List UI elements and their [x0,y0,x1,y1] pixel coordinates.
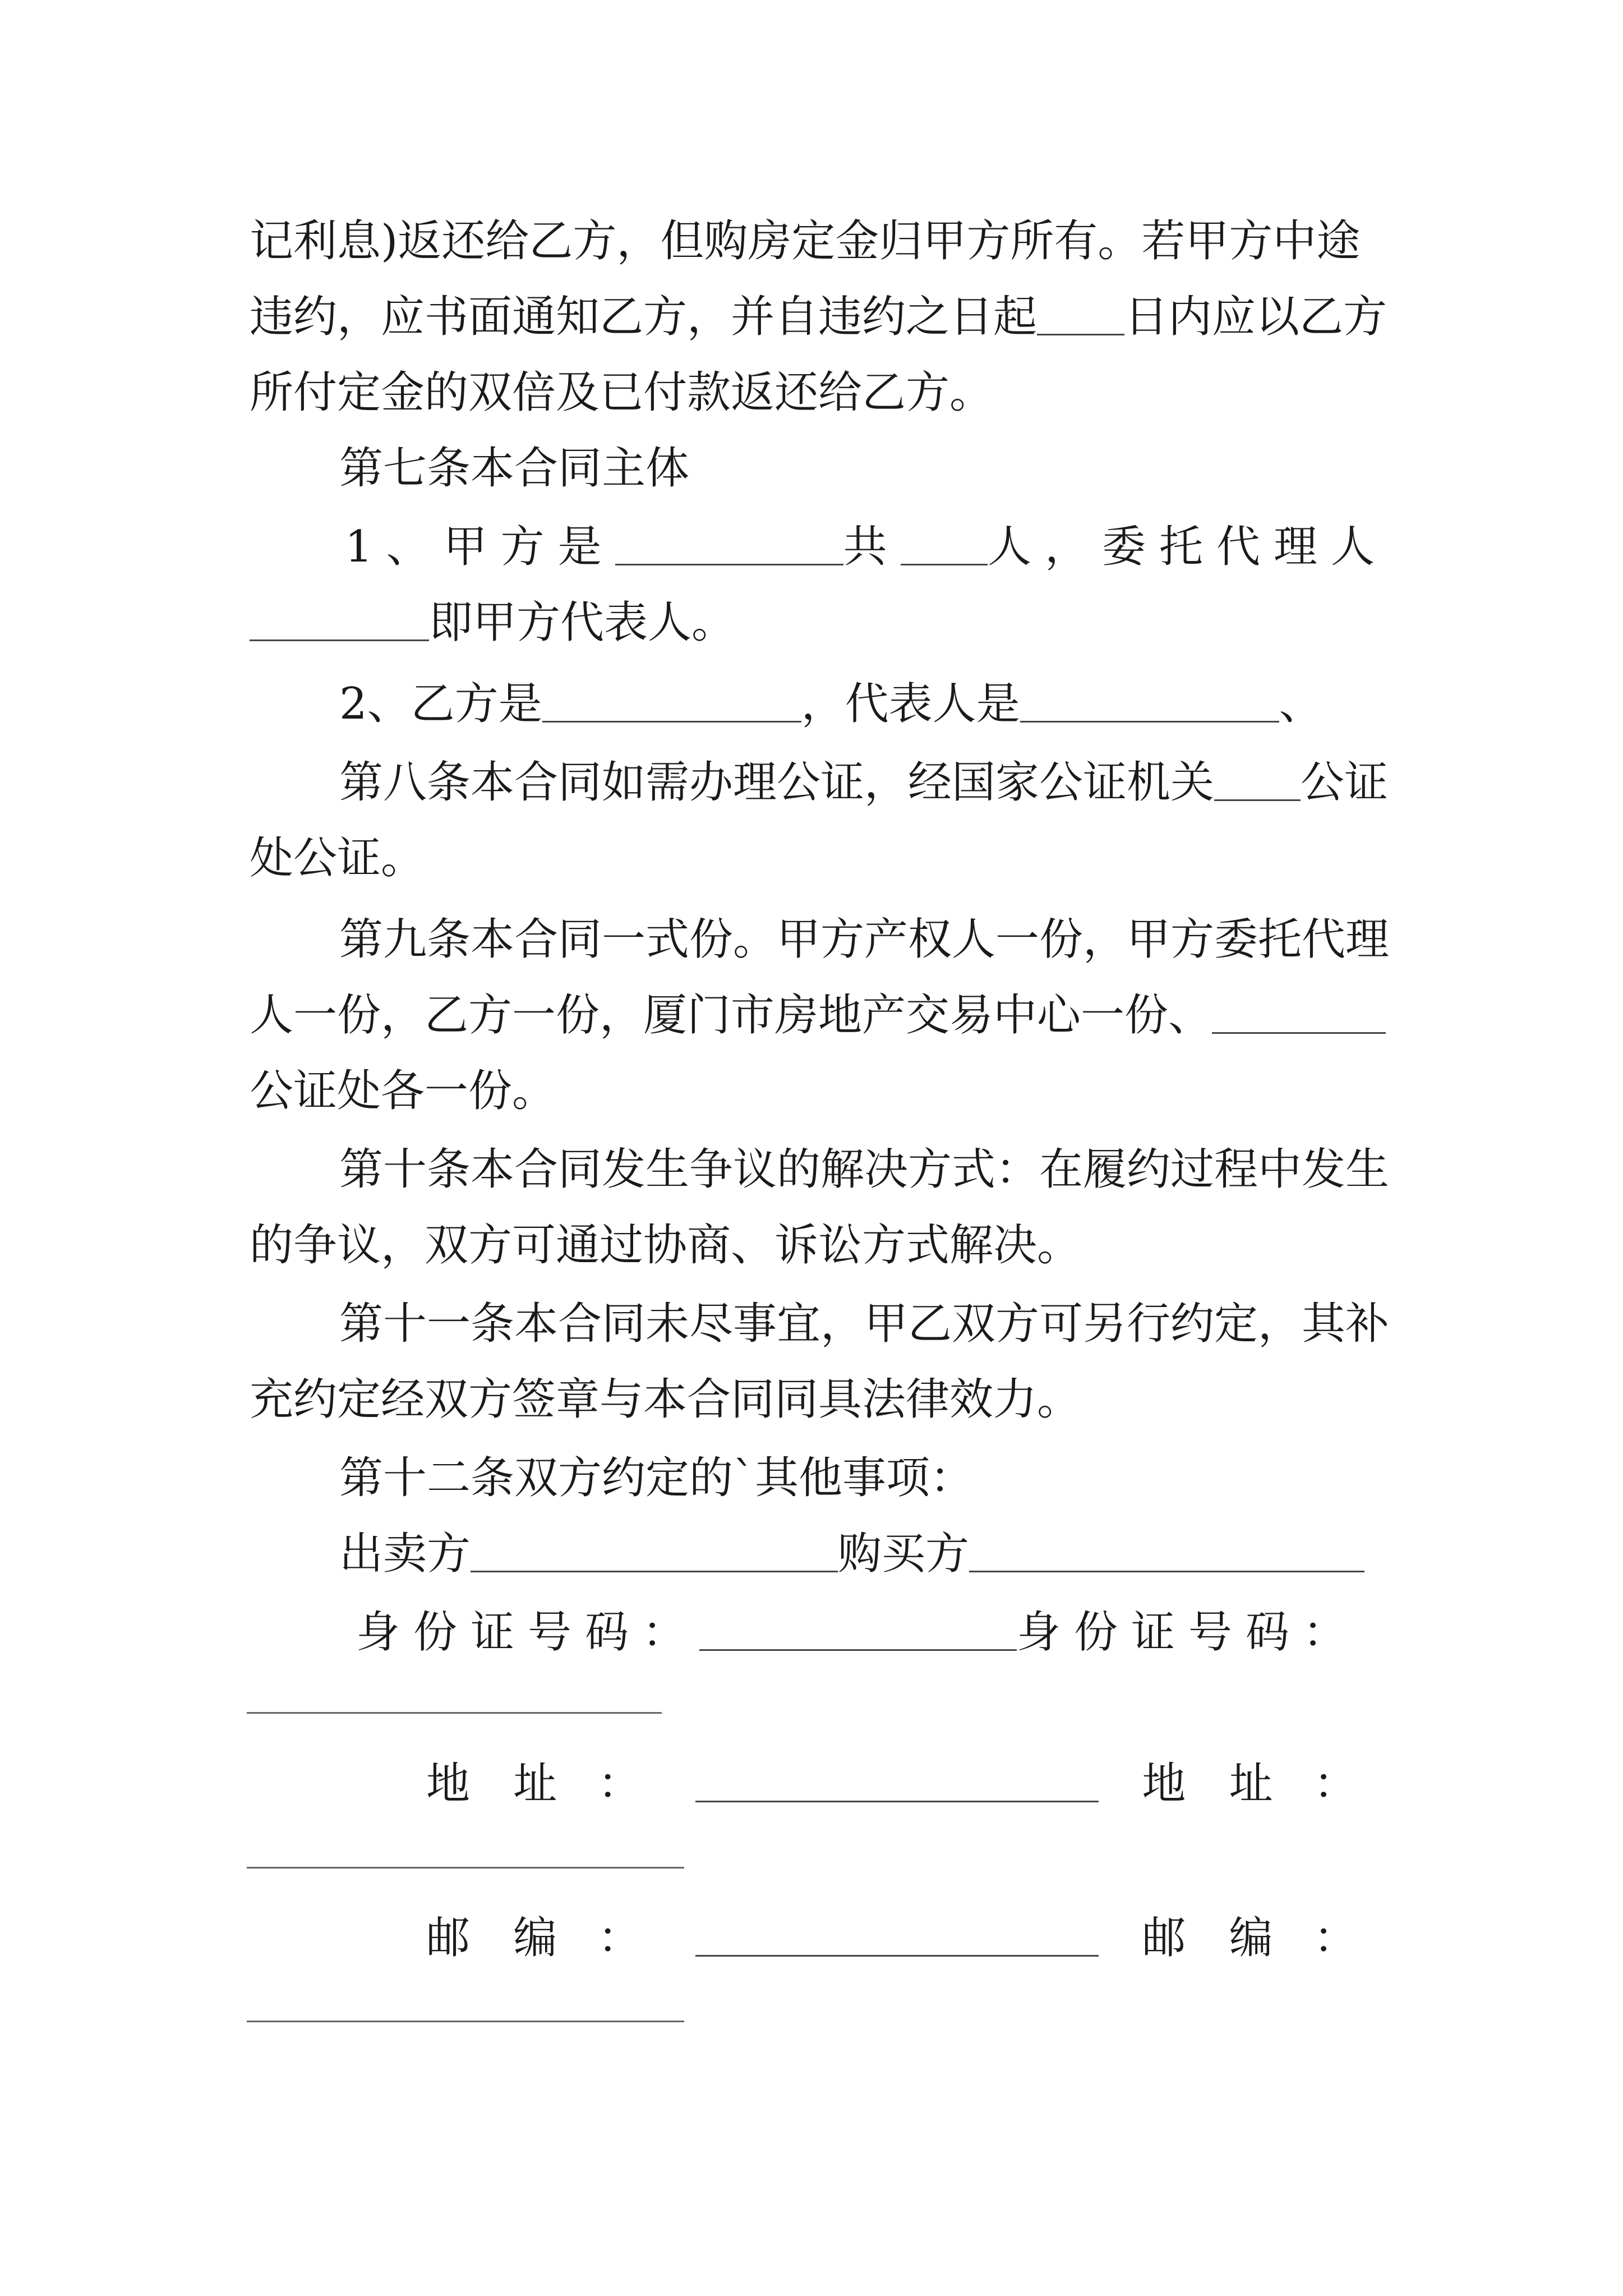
postcode-label: 编 [513,1913,557,1963]
item-text: 2、乙方是 [339,679,542,729]
article-text: 的争议，双方可通过协商、诉讼方式解决。 [250,1220,1081,1271]
item-text: 1、甲方是 [345,522,615,572]
postcode-label: 邮 [426,1913,471,1963]
text-line [250,1217,1388,1273]
buyer-id-field[interactable] [247,1712,662,1714]
seller-address-field[interactable] [695,1766,1099,1802]
article-11-line [339,1296,1388,1352]
blank-notary-office[interactable] [1212,997,1386,1034]
article-text: 公证处各一份。 [250,1066,556,1116]
seller-buyer-line [339,1526,1388,1582]
article-heading: 第七条本合同主体 [339,443,690,494]
buyer-label: 购买方 [838,1529,970,1579]
postcode-label: ： [1313,1913,1357,1963]
item-text: 人，委托代理人 [987,522,1388,572]
text-line [250,289,1388,345]
address-label: 地 [1142,1759,1186,1809]
seller-id-label: 身份证号码： [356,1607,700,1658]
paragraph-text: 记利息)返还给乙方，但购房定金归甲方所有。若甲方中途 [250,216,1361,266]
article-text: 第十一条本合同未尽事宜，甲乙双方可另行约定，其补 [339,1299,1390,1349]
article-7-item-2 [339,676,1388,732]
article-text: 第九条本合同一式份。甲方产权人一份，甲方委托代理 [339,914,1390,965]
paragraph-text: 日内应以乙方 [1124,292,1387,342]
text-line [250,987,1388,1043]
article-10-line [339,1142,1388,1198]
postcode-label: 邮 [1142,1913,1186,1963]
blank-days[interactable] [1037,299,1124,335]
article-12-title [339,1450,1388,1506]
item-text: ，代表人是 [801,679,1020,729]
article-text: 充约定经双方签章与本合同同具法律效力。 [250,1374,1081,1425]
article-text: 人一份，乙方一份，厦门市房地产交易中心一份、 [250,990,1212,1041]
text-line [250,1372,1388,1428]
item-text: 、 [1279,679,1323,729]
text-line [250,830,1388,886]
blank-party-b[interactable] [542,686,801,723]
text-line [250,365,1388,421]
postcode-line [426,1910,1357,1966]
buyer-address-field[interactable] [247,1867,684,1869]
address-label: ： [1313,1759,1357,1809]
article-7-title [339,440,1388,496]
paragraph-text: 违约，应书面通知乙方，并自违约之日起 [250,292,1038,342]
blank-agent[interactable] [250,605,429,641]
article-7-item-1 [345,519,1388,575]
paragraph-text: 所付定金的双倍及已付款返还给乙方。 [250,367,994,418]
buyer-id-label: 身份证号码： [1016,1607,1360,1658]
seller-id-field[interactable] [699,1614,1017,1651]
postcode-label: ： [597,1913,642,1963]
id-number-line [356,1604,1360,1660]
blank-party-a-count[interactable] [901,529,988,565]
address-line [426,1756,1357,1812]
text-line [250,1063,1388,1119]
article-text: 第八条本合同如需办理公证，经国家公证机关 [339,757,1215,808]
blank-party-a[interactable] [615,529,843,565]
article-text: 公证 [1300,757,1388,808]
address-label: 地 [426,1759,471,1809]
item-text: 共 [843,522,901,572]
buyer-field[interactable] [969,1536,1364,1572]
article-8-line [339,754,1388,811]
address-label: ： [597,1759,642,1809]
seller-field[interactable] [471,1536,838,1572]
buyer-postcode-field[interactable] [247,2021,684,2022]
article-text: 第十条本合同发生争议的解决方式：在履约过程中发生 [339,1144,1390,1195]
blank-notary[interactable] [1214,765,1301,801]
seller-label: 出卖方 [339,1529,471,1579]
article-text: 处公证。 [250,833,425,884]
article-heading: 第十二条双方约定的`其他事项： [339,1453,974,1503]
blank-representative[interactable] [1020,686,1279,723]
article-9-line [339,912,1388,968]
address-label: 址 [1229,1759,1273,1809]
item-text: 即甲方代表人。 [429,597,736,648]
seller-postcode-field[interactable] [695,1920,1099,1957]
text-line [250,595,1388,651]
address-label: 址 [513,1759,557,1809]
postcode-label: 编 [1229,1913,1273,1963]
text-line [250,213,1388,269]
